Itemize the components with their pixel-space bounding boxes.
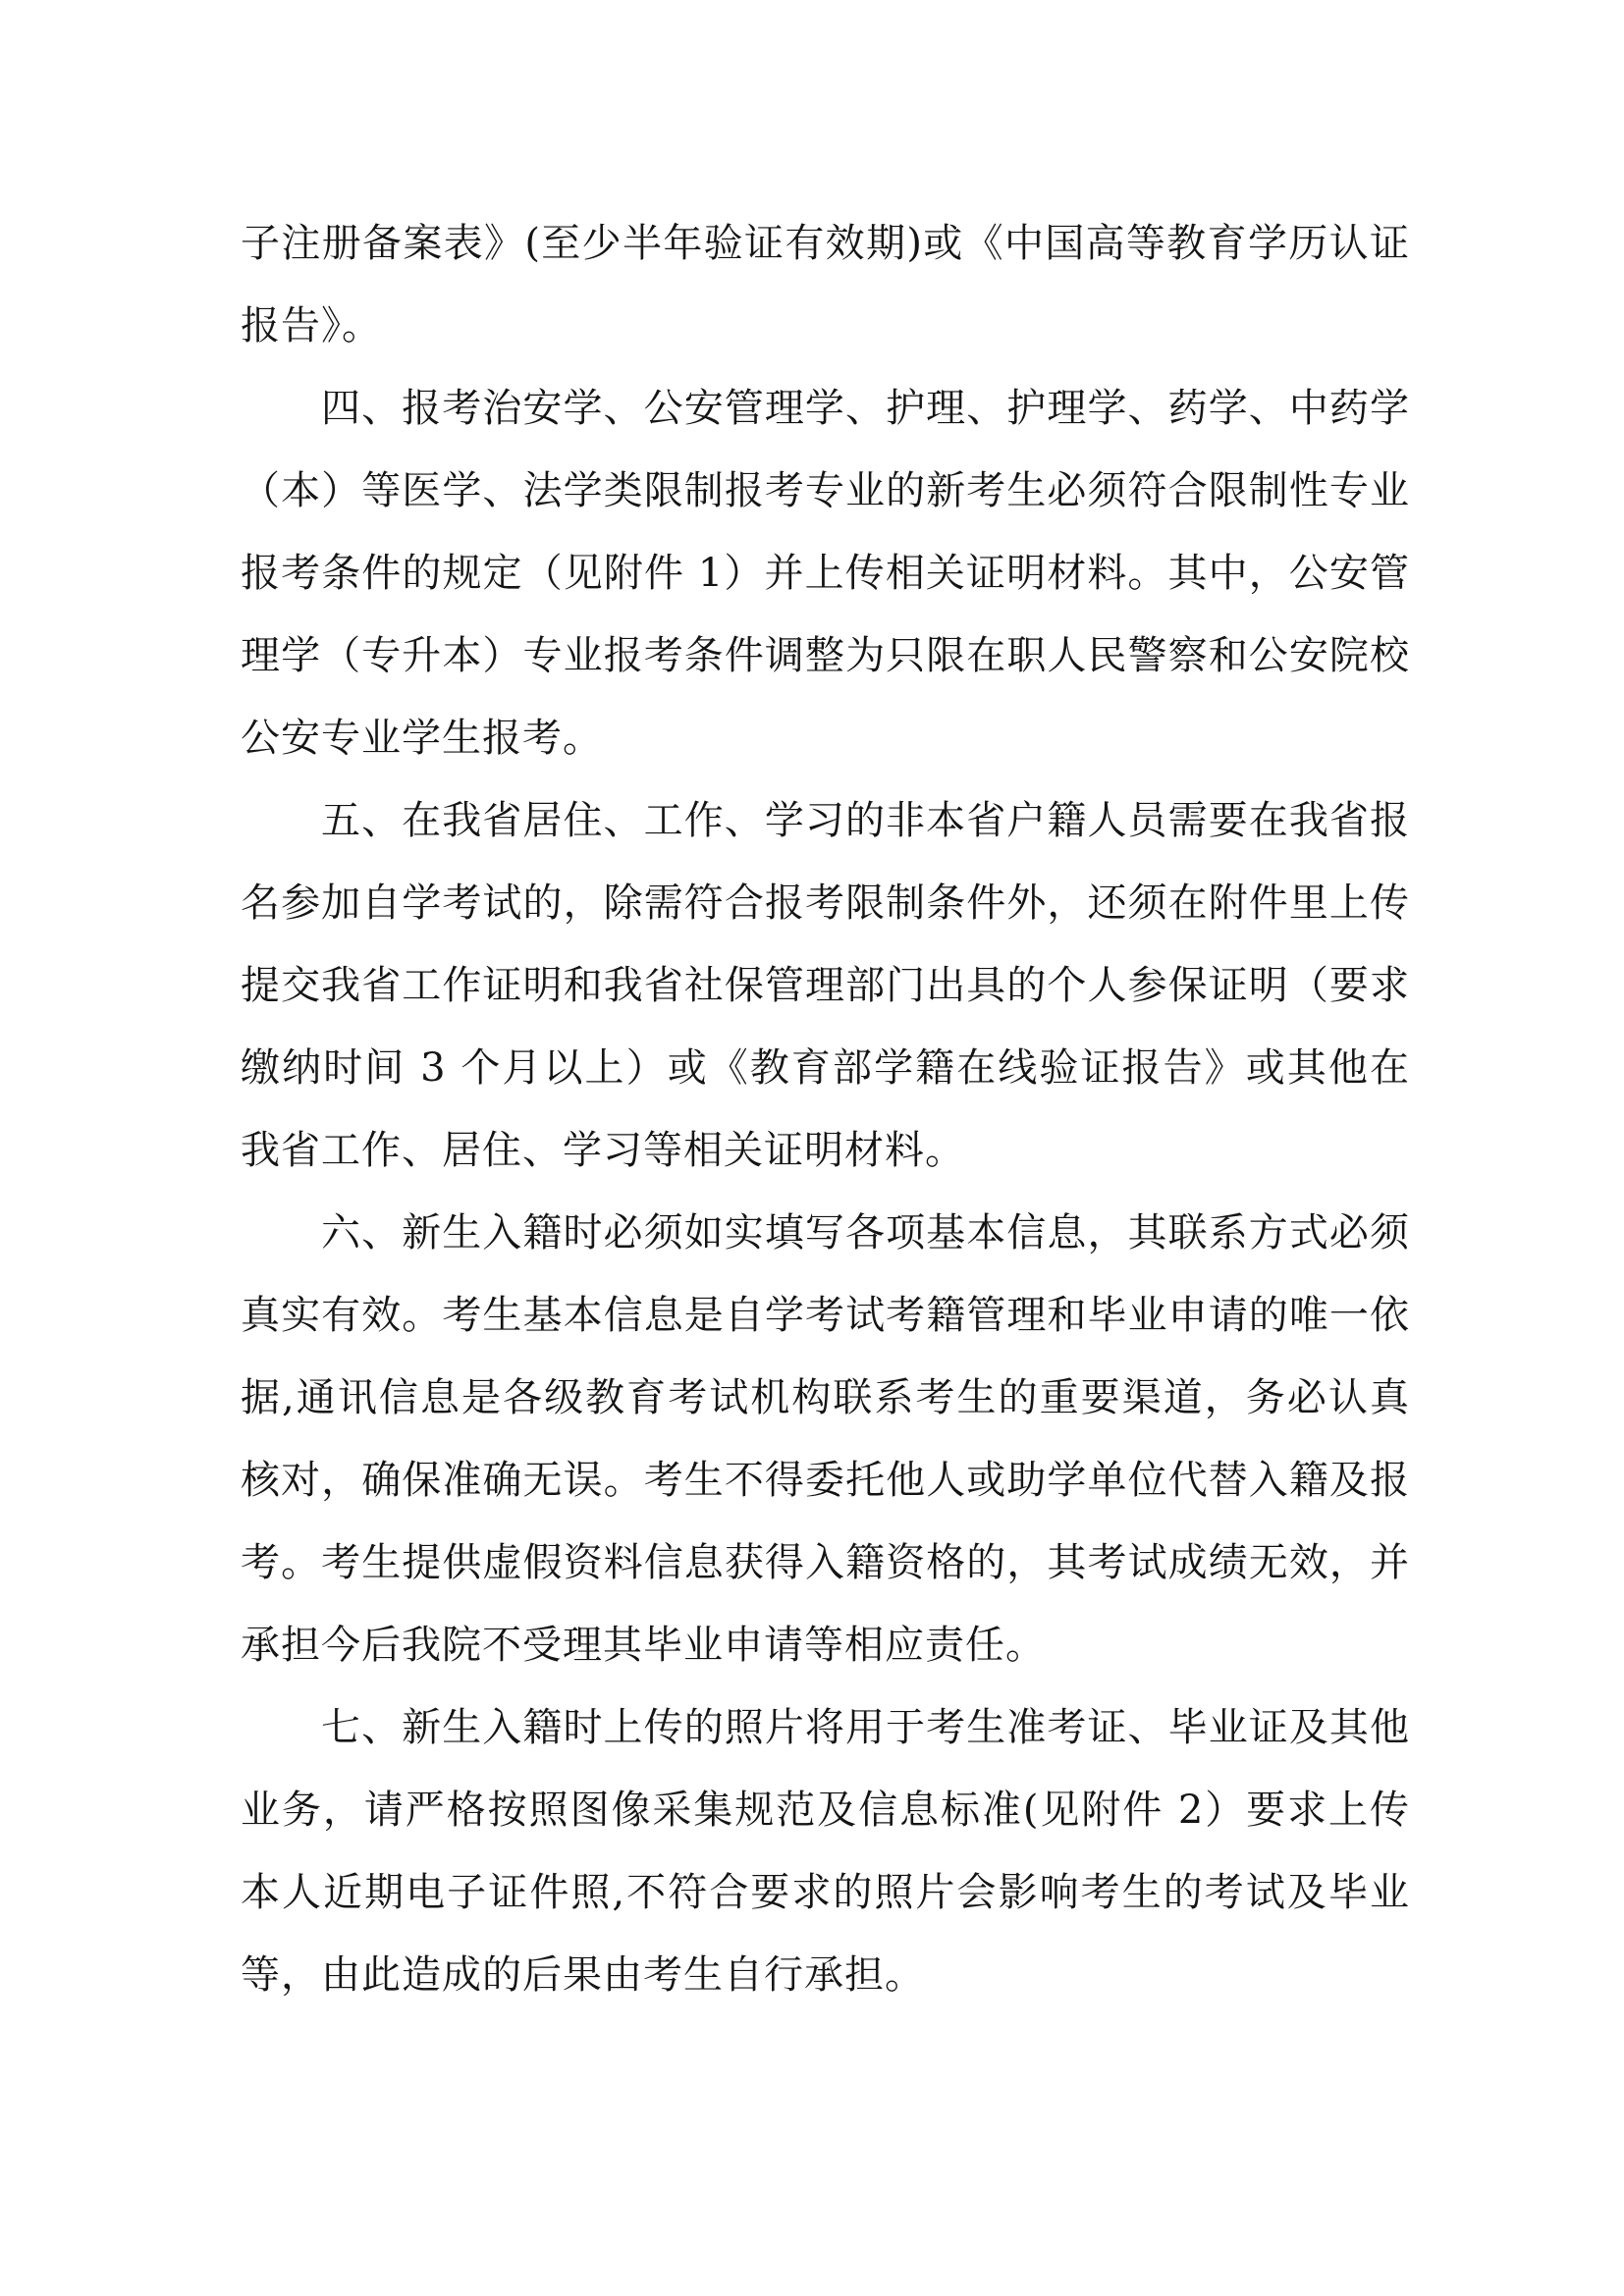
paragraph-item-6: 六、新生入籍时必须如实填写各项基本信息，其联系方式必须真实有效。考生基本信息是自学考试考籍管理和毕业申请的唯一依据,通讯信息是各级教育考试机构联系考生的重要渠道，务必认真核对，确保准确无误。考生不得委托他人或助学单位代替入籍及报考。考生提供虚假资料信息获得入籍资格的，其考试成绩无效，并承担今后我院不受理其毕业申请等相应责任。: [241, 1210, 1410, 1668]
paragraph-item-5: 五、在我省居住、工作、学习的非本省户籍人员需要在我省报名参加自学考试的，除需符合报考限制条件外，还须在附件里上传提交我省工作证明和我省社保管理部门出具的个人参保证明（要求缴纳时间 3 个月以上）或《教育部学籍在线验证报告》或其他在我省工作、居住、学习等相关证明材料。: [241, 798, 1410, 1173]
paragraph-continued: 子注册备案表》(至少半年验证有效期)或《中国高等教育学历认证报告》。: [241, 221, 1410, 348]
paragraph-item-4: 四、报考治安学、公安管理学、护理、护理学、药学、中药学（本）等医学、法学类限制报考专业的新考生必须符合限制性专业报考条件的规定（见附件 1）并上传相关证明材料。其中，公安管理学（专升本）专业报考条件调整为只限在职人民警察和公安院校公安专业学生报考。: [241, 386, 1410, 761]
paragraph-item-7: 七、新生入籍时上传的照片将用于考生准考证、毕业证及其他业务，请严格按照图像采集规范及信息标准(见附件 2）要求上传本人近期电子证件照,不符合要求的照片会影响考生的考试及毕业等，由此造成的后果由考生自行承担。: [241, 1705, 1410, 1998]
